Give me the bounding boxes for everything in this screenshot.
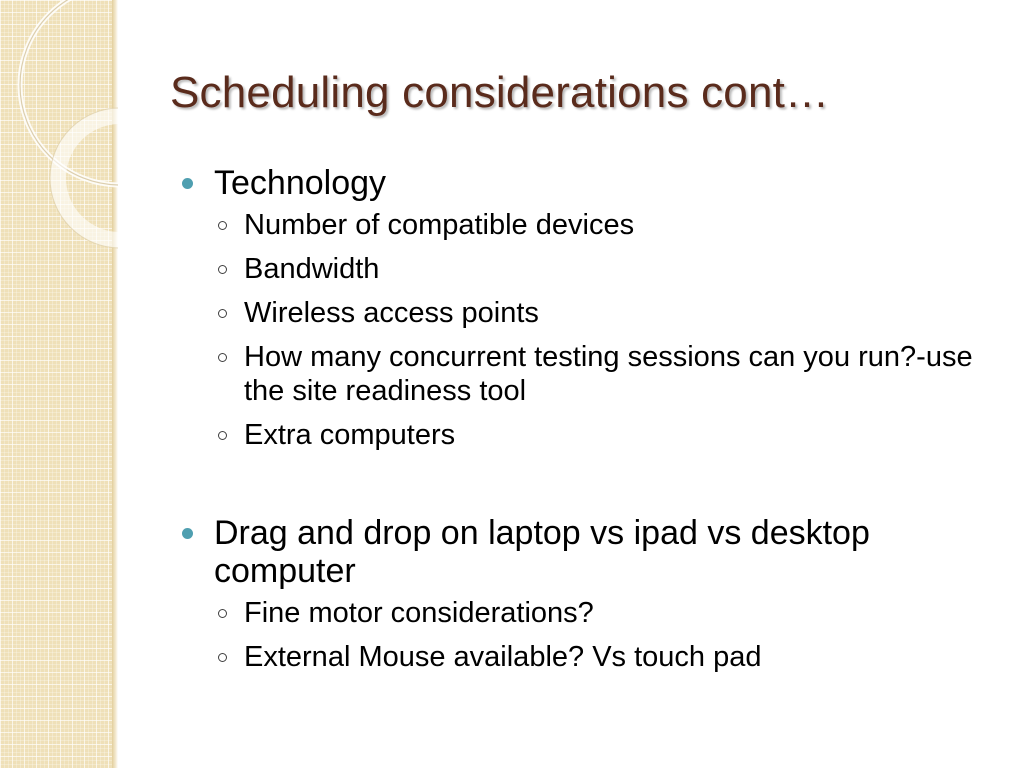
sub-bullet-item xyxy=(180,640,980,674)
sub-bullet-item xyxy=(180,596,980,630)
sub-bullet-item xyxy=(180,208,980,242)
decorative-rings-icon xyxy=(0,0,118,260)
sub-bullet-text: Extra computers xyxy=(244,419,456,451)
sub-bullet-icon xyxy=(218,431,227,440)
slide-title: Scheduling considerations cont… xyxy=(170,68,830,117)
sub-bullet-text: External Mouse available? Vs touch pad xyxy=(244,641,762,673)
sub-bullet-icon xyxy=(218,653,227,662)
bullet-text: Drag and drop on laptop vs ipad vs desktop computer xyxy=(214,514,870,590)
sub-bullet-item xyxy=(180,296,980,330)
sub-bullet-item xyxy=(180,252,980,286)
sub-bullet-text: Bandwidth xyxy=(244,253,380,285)
section-spacer xyxy=(180,462,980,514)
sub-bullet-icon xyxy=(218,609,227,618)
sub-bullet-icon xyxy=(218,353,227,362)
slide-body xyxy=(180,164,980,684)
bullet-item-drag-and-drop xyxy=(180,514,980,590)
sub-bullet-icon xyxy=(218,309,227,318)
sub-bullet-item xyxy=(180,340,980,408)
sub-bullet-text: Fine motor considerations? xyxy=(244,597,594,629)
sub-bullet-text: Number of compatible devices xyxy=(244,209,635,241)
sub-bullet-text: How many concurrent testing sessions can you run?-use the site readiness tool xyxy=(244,341,973,407)
bullet-item-technology xyxy=(180,164,980,202)
sub-bullet-icon xyxy=(218,221,227,230)
sub-bullet-text: Wireless access points xyxy=(244,297,539,329)
sub-bullet-item xyxy=(180,418,980,452)
bullet-text: Technology xyxy=(214,164,387,202)
sub-bullet-icon xyxy=(218,265,227,274)
bullet-icon xyxy=(182,528,193,539)
bullet-icon xyxy=(182,178,193,189)
